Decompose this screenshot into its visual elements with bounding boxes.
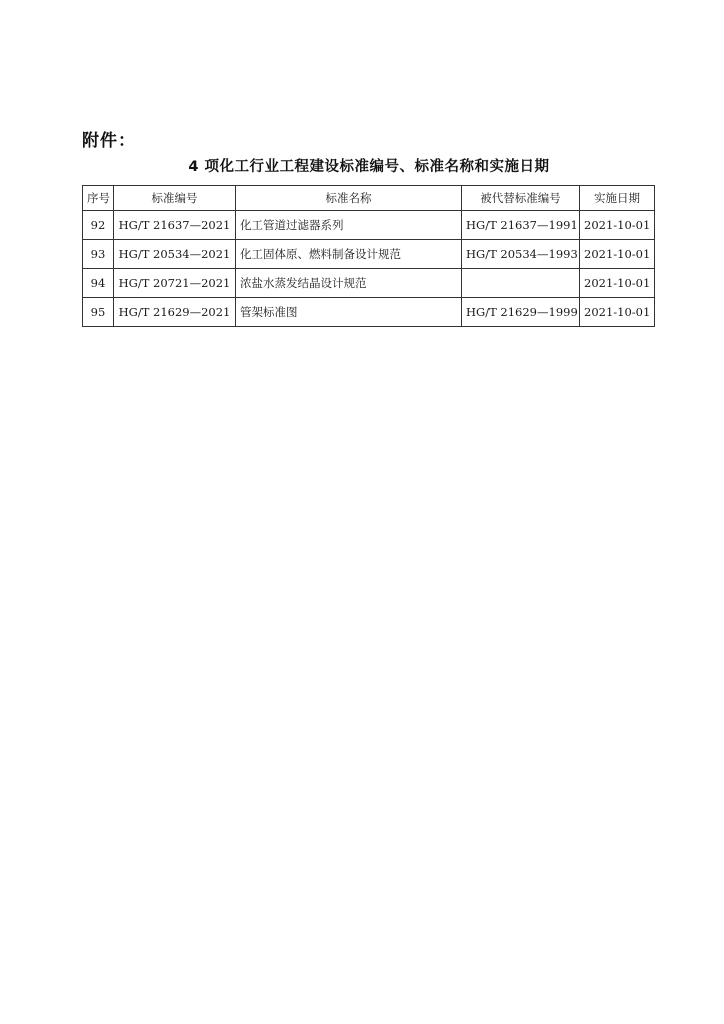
cell-date: 2021-10-01: [580, 240, 655, 269]
table-row: [83, 298, 655, 327]
cell-replaced: HG/T 20534—1993: [462, 240, 580, 269]
cell-seq: 92: [83, 211, 114, 240]
cell-seq: 95: [83, 298, 114, 327]
table-header-row: [83, 186, 655, 211]
cell-code: HG/T 21637—2021: [114, 211, 236, 240]
document-title: 4 项化工行业工程建设标准编号、标准名称和实施日期: [188, 159, 550, 175]
cell-name: 管架标准图: [236, 298, 462, 327]
cell-name: 化工管道过滤器系列: [236, 211, 462, 240]
cell-name: 浓盐水蒸发结晶设计规范: [236, 269, 462, 298]
table-row: [83, 240, 655, 269]
cell-date: 2021-10-01: [580, 269, 655, 298]
attachment-label: 附件：: [82, 131, 136, 151]
cell-seq: 94: [83, 269, 114, 298]
header-name: 标准名称: [236, 186, 462, 211]
header-replaced: 被代替标准编号: [462, 186, 580, 211]
cell-code: HG/T 20534—2021: [114, 240, 236, 269]
table-row: [83, 269, 655, 298]
cell-replaced: HG/T 21629—1999: [462, 298, 580, 327]
header-code: 标准编号: [114, 186, 236, 211]
header-seq: 序号: [83, 186, 114, 211]
cell-name: 化工固体原、燃料制备设计规范: [236, 240, 462, 269]
cell-date: 2021-10-01: [580, 211, 655, 240]
cell-code: HG/T 20721—2021: [114, 269, 236, 298]
cell-seq: 93: [83, 240, 114, 269]
header-date: 实施日期: [580, 186, 655, 211]
cell-date: 2021-10-01: [580, 298, 655, 327]
cell-replaced: HG/T 21637—1991: [462, 211, 580, 240]
table-row: [83, 211, 655, 240]
cell-replaced: [462, 269, 580, 298]
standards-table: [82, 185, 655, 327]
cell-code: HG/T 21629—2021: [114, 298, 236, 327]
